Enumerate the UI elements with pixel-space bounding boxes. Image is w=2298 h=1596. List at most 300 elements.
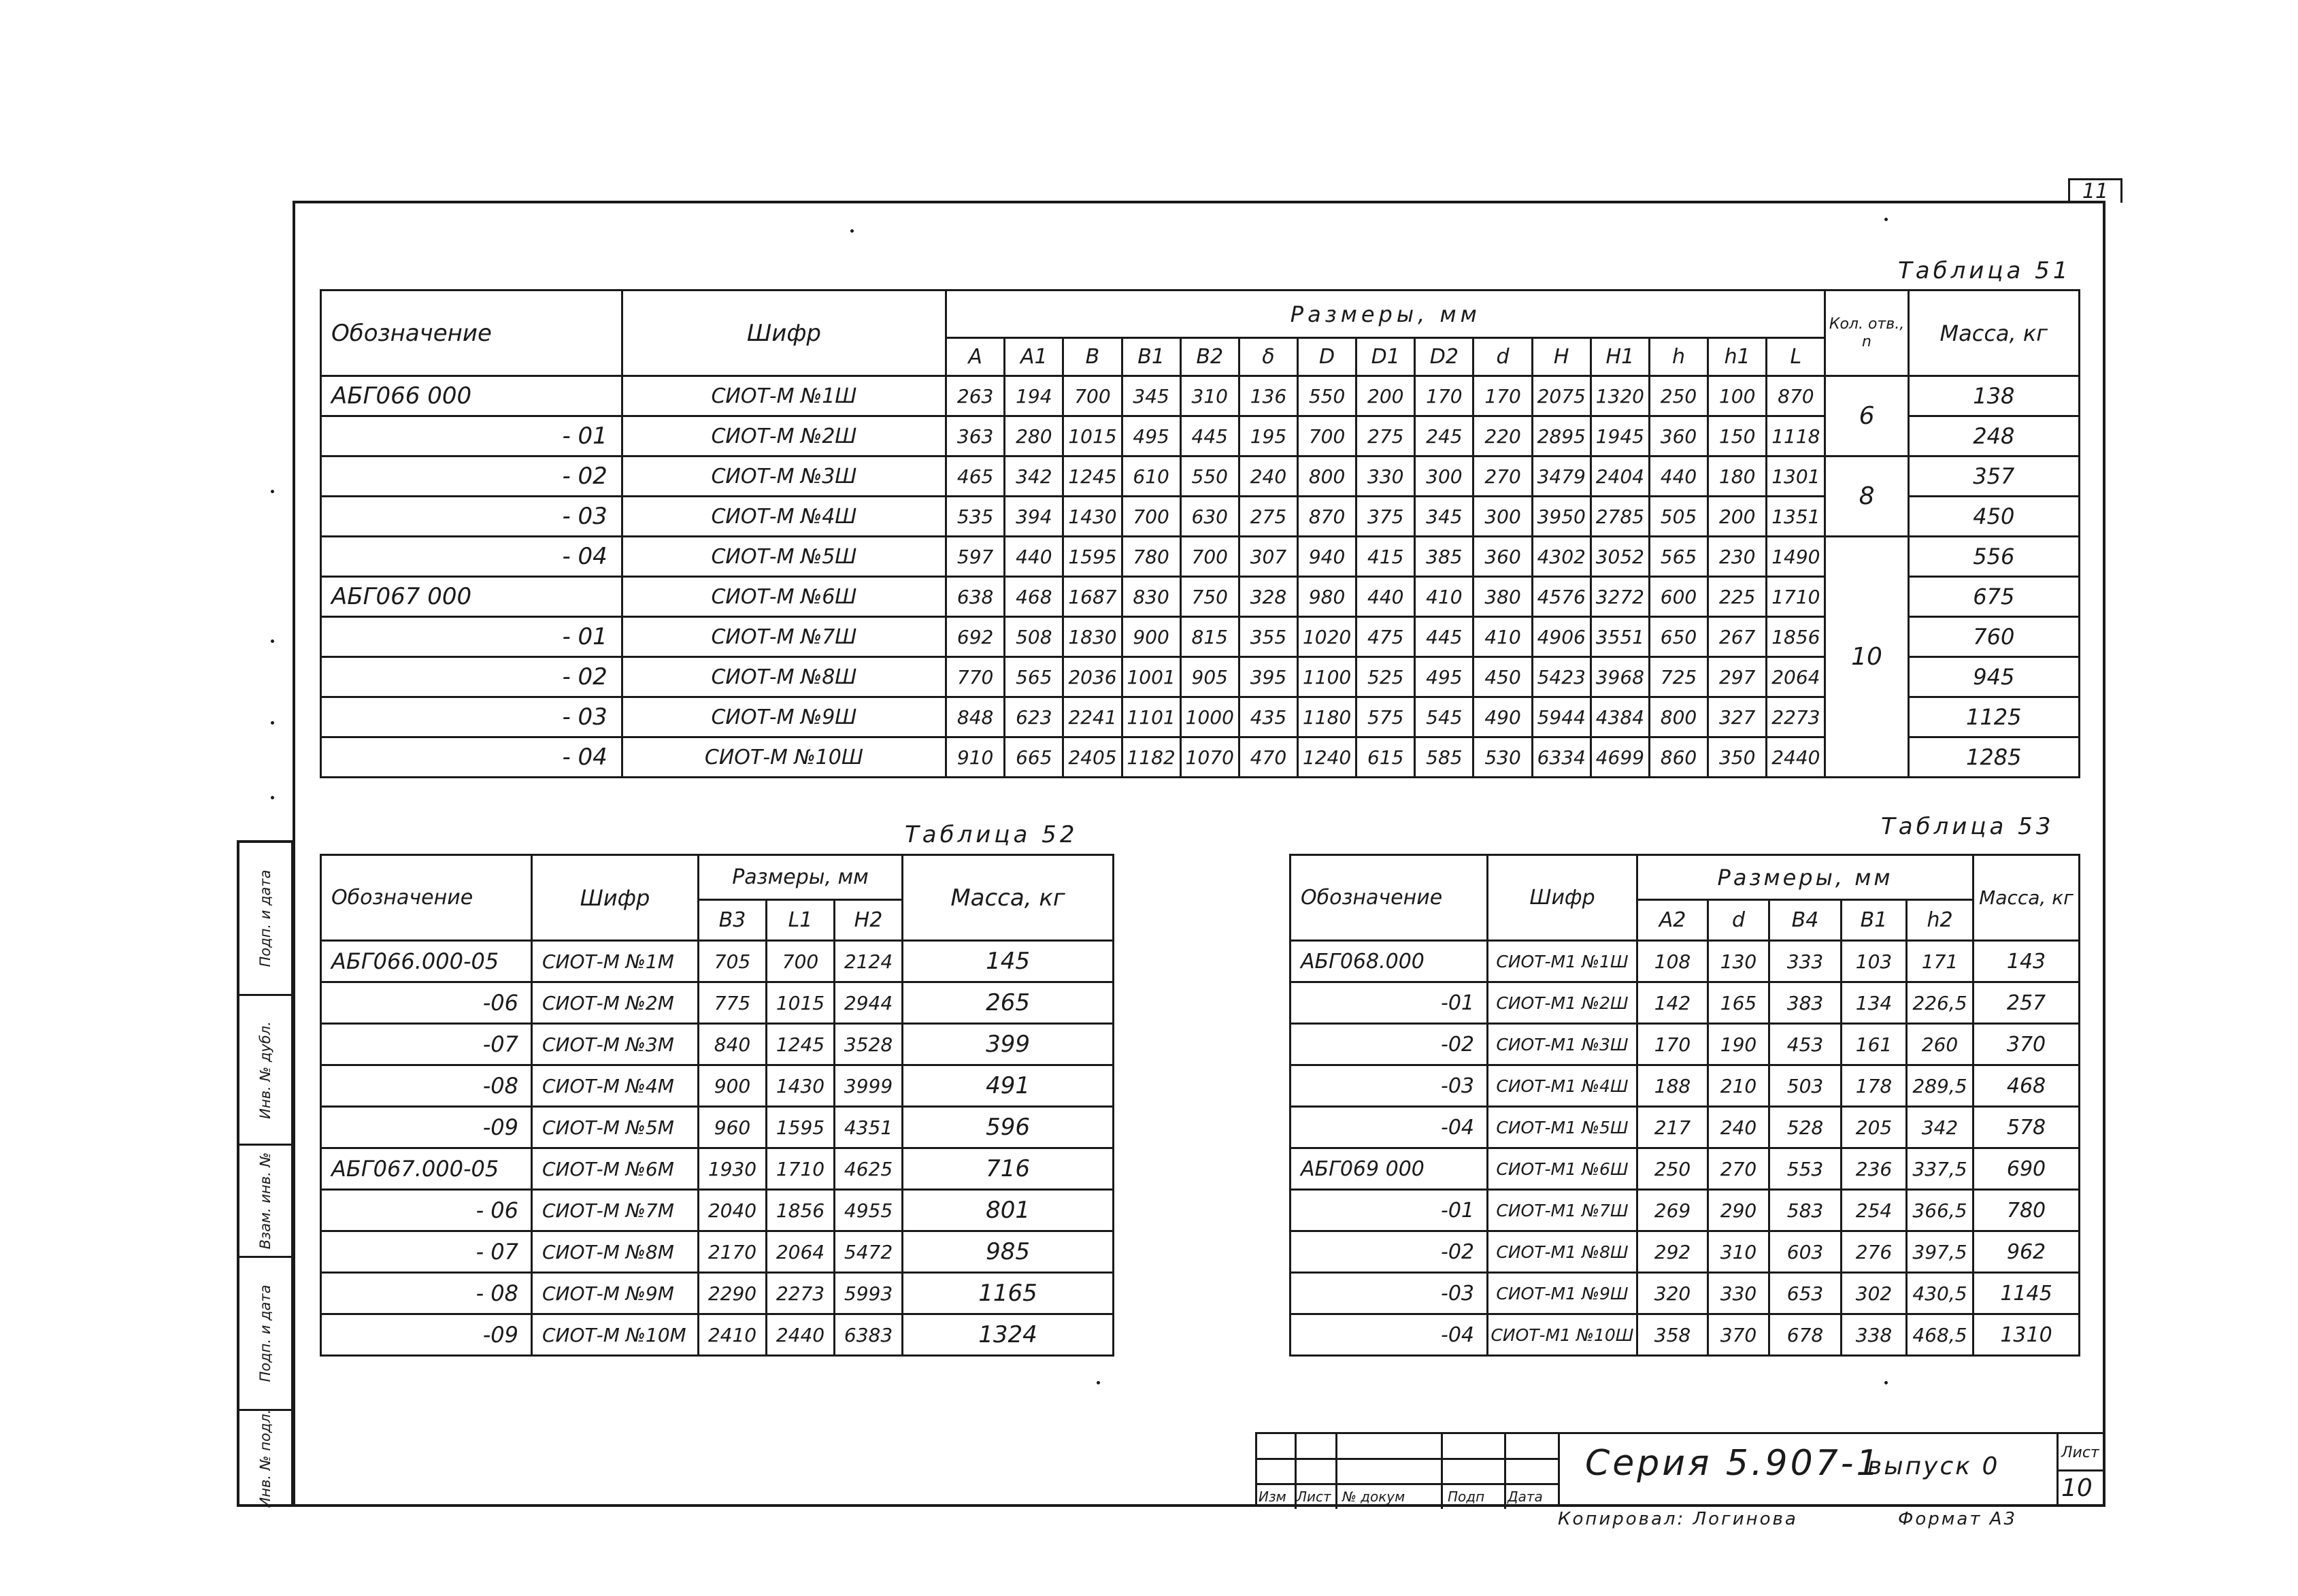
dimension-cell: 350 (1708, 737, 1767, 778)
designation-cell: - 04 (321, 537, 622, 577)
dimension-cell: 1490 (1767, 537, 1825, 577)
dimension-cell: 3272 (1591, 577, 1649, 617)
mass-cell: 690 (1974, 1148, 2080, 1190)
dimension-cell: 4906 (1532, 617, 1591, 657)
dimension-cell: 830 (1122, 577, 1180, 617)
dimension-cell: 200 (1356, 376, 1415, 416)
side-stamp-cell: Подп. и дата (239, 843, 291, 996)
cipher-cell: СИОТ-М №8М (532, 1231, 699, 1273)
cipher-cell: СИОТ-М №9Ш (622, 697, 946, 737)
cipher-cell: СИОТ-М №9М (532, 1273, 699, 1314)
t51-header-designation: Обозначение (321, 290, 622, 376)
dimension-cell: 250 (1649, 376, 1708, 416)
designation-cell: - 02 (321, 657, 622, 697)
mass-cell: 357 (1908, 456, 2079, 497)
dimension-cell: 440 (1649, 456, 1708, 497)
dimension-cell: 940 (1298, 537, 1356, 577)
dimension-cell: 1945 (1591, 416, 1649, 456)
t51-col-header: B1 (1122, 338, 1180, 376)
dimension-cell: 5944 (1532, 697, 1591, 737)
dimension-cell: 495 (1415, 657, 1473, 697)
dimension-cell: 525 (1356, 657, 1415, 697)
mass-cell: 1285 (1908, 737, 2079, 778)
dimension-cell: 310 (1180, 376, 1239, 416)
designation-cell: -08 (321, 1065, 532, 1107)
scan-speck (271, 721, 274, 725)
dimension-cell: 1301 (1767, 456, 1825, 497)
mass-cell: 675 (1908, 577, 2079, 617)
dimension-cell: 345 (1122, 376, 1180, 416)
dimension-cell: 2410 (699, 1314, 767, 1356)
dimension-cell: 900 (1122, 617, 1180, 657)
cipher-cell: СИОТ-М №3Ш (622, 456, 946, 497)
cipher-cell: СИОТ-М №3М (532, 1024, 699, 1065)
dimension-cell: 1101 (1122, 697, 1180, 737)
mass-cell: 145 (903, 941, 1114, 982)
table-row (321, 941, 1114, 982)
dimension-cell: 3968 (1591, 657, 1649, 697)
designation-cell: АБГ069 000 (1290, 1148, 1488, 1190)
dimension-cell: 2440 (767, 1314, 835, 1356)
dimension-cell: 1015 (767, 982, 835, 1024)
dimension-cell: 330 (1356, 456, 1415, 497)
mass-cell: 1145 (1974, 1273, 2080, 1314)
table-row (321, 1107, 1114, 1148)
cipher-cell: СИОТ-М №10Ш (622, 737, 946, 778)
mass-cell: 491 (903, 1065, 1114, 1107)
dimension-cell: 440 (1005, 537, 1063, 577)
designation-cell: - 06 (321, 1190, 532, 1231)
cipher-cell: СИОТ-М1 №4Ш (1488, 1065, 1637, 1107)
cipher-cell: СИОТ-М1 №5Ш (1488, 1107, 1637, 1148)
dimension-cell: 623 (1005, 697, 1063, 737)
t52-header-designation: Обозначение (321, 855, 532, 941)
cipher-cell: СИОТ-М №1Ш (622, 376, 946, 416)
dimension-cell: 475 (1356, 617, 1415, 657)
mass-cell: 1165 (903, 1273, 1114, 1314)
dimension-cell: 170 (1637, 1024, 1708, 1065)
designation-cell: АБГ066 000 (321, 376, 622, 416)
side-stamp-cell: Инв. № дубл. (239, 996, 291, 1146)
col-label: Лист (1297, 1489, 1331, 1505)
t53-col-header: B4 (1769, 900, 1842, 941)
designation-cell: -06 (321, 982, 532, 1024)
cipher-cell: СИОТ-М1 №1Ш (1488, 941, 1637, 982)
dimension-cell: 170 (1415, 376, 1473, 416)
dimension-cell: 217 (1637, 1107, 1708, 1148)
t51-col-header: A1 (1005, 338, 1063, 376)
dimension-cell: 550 (1298, 376, 1356, 416)
table-row (321, 577, 2080, 617)
table-row (321, 537, 2080, 577)
dimension-cell: 450 (1473, 657, 1532, 697)
dimension-cell: 1000 (1180, 697, 1239, 737)
dimension-cell: 395 (1239, 657, 1297, 697)
designation-cell: -09 (321, 1107, 532, 1148)
dimension-cell: 505 (1649, 497, 1708, 537)
dimension-cell: 445 (1415, 617, 1473, 657)
dimension-cell: 495 (1122, 416, 1180, 456)
dimension-cell: 5993 (835, 1273, 903, 1314)
dimension-cell: 2124 (835, 941, 903, 982)
dimension-cell: 503 (1769, 1065, 1842, 1107)
designation-cell: -02 (1290, 1024, 1488, 1065)
cipher-cell: СИОТ-М №6Ш (622, 577, 946, 617)
dimension-cell: 3551 (1591, 617, 1649, 657)
dimension-cell: 848 (946, 697, 1005, 737)
dimension-cell: 3528 (835, 1024, 903, 1065)
dimension-cell: 292 (1637, 1231, 1708, 1273)
t52-col-header: L1 (767, 900, 835, 941)
dimension-cell: 6383 (835, 1314, 903, 1356)
dimension-cell: 171 (1907, 941, 1974, 982)
t51-col-header: H (1532, 338, 1591, 376)
table-51 (320, 289, 2080, 778)
side-stamp-cell: Взам. инв. № (239, 1146, 291, 1258)
dimension-cell: 700 (1063, 376, 1122, 416)
mass-cell: 760 (1908, 617, 2079, 657)
dimension-cell: 583 (1769, 1190, 1842, 1231)
dimension-cell: 260 (1907, 1024, 1974, 1065)
table-row (321, 1148, 1114, 1190)
dimension-cell: 800 (1298, 456, 1356, 497)
mass-cell: 138 (1908, 376, 2079, 416)
dimension-cell: 1595 (1063, 537, 1122, 577)
dimension-cell: 465 (946, 456, 1005, 497)
dimension-cell: 1245 (1063, 456, 1122, 497)
dimension-cell: 1856 (767, 1190, 835, 1231)
dimension-cell: 4302 (1532, 537, 1591, 577)
dimension-cell: 210 (1708, 1065, 1769, 1107)
mass-cell: 468 (1974, 1065, 2080, 1107)
dimension-cell: 1710 (1767, 577, 1825, 617)
cipher-cell: СИОТ-М №4М (532, 1065, 699, 1107)
dimension-cell: 440 (1356, 577, 1415, 617)
dimension-cell: 3999 (835, 1065, 903, 1107)
cipher-cell: СИОТ-М №4Ш (622, 497, 946, 537)
dimension-cell: 692 (946, 617, 1005, 657)
designation-cell: -04 (1290, 1314, 1488, 1356)
t53-header-dims: Размеры, мм (1637, 855, 1974, 900)
dimension-cell: 2273 (1767, 697, 1825, 737)
dimension-cell: 200 (1708, 497, 1767, 537)
mass-cell: 780 (1974, 1190, 2080, 1231)
t51-col-header: h (1649, 338, 1708, 376)
table-row (1290, 1314, 2080, 1356)
holes-cell: 6 (1825, 376, 1908, 456)
t51-col-header: D1 (1356, 338, 1415, 376)
dimension-cell: 650 (1649, 617, 1708, 657)
t51-col-header: B2 (1180, 338, 1239, 376)
scan-speck (1097, 1381, 1100, 1384)
dimension-cell: 1930 (699, 1148, 767, 1190)
t51-col-header: A (946, 338, 1005, 376)
dimension-cell: 358 (1637, 1314, 1708, 1356)
cipher-cell: СИОТ-М №10М (532, 1314, 699, 1356)
dimension-cell: 585 (1415, 737, 1473, 778)
dimension-cell: 678 (1769, 1314, 1842, 1356)
designation-cell: -03 (1290, 1065, 1488, 1107)
dimension-cell: 360 (1649, 416, 1708, 456)
dimension-cell: 1830 (1063, 617, 1122, 657)
sheet-number: 10 (2061, 1474, 2093, 1502)
dimension-cell: 1856 (1767, 617, 1825, 657)
dimension-cell: 750 (1180, 577, 1239, 617)
cipher-cell: СИОТ-М1 №10Ш (1488, 1314, 1637, 1356)
cipher-cell: СИОТ-М №5Ш (622, 537, 946, 577)
mass-cell: 556 (1908, 537, 2079, 577)
dimension-cell: 366,5 (1907, 1190, 1974, 1231)
dimension-cell: 4576 (1532, 577, 1591, 617)
dimension-cell: 705 (699, 941, 767, 982)
dimension-cell: 565 (1005, 657, 1063, 697)
holes-cell: 8 (1825, 456, 1908, 537)
scan-speck (1884, 1381, 1888, 1384)
designation-cell: АБГ067.000-05 (321, 1148, 532, 1190)
dimension-cell: 410 (1473, 617, 1532, 657)
dimension-cell: 2075 (1532, 376, 1591, 416)
dimension-cell: 205 (1842, 1107, 1907, 1148)
dimension-cell: 342 (1907, 1107, 1974, 1148)
table-row (321, 697, 2080, 737)
mass-cell: 985 (903, 1231, 1114, 1273)
dimension-cell: 1430 (767, 1065, 835, 1107)
dimension-cell: 188 (1637, 1065, 1708, 1107)
dimension-cell: 1240 (1298, 737, 1356, 778)
cipher-cell: СИОТ-М №6М (532, 1148, 699, 1190)
dimension-cell: 263 (946, 376, 1005, 416)
cipher-cell: СИОТ-М №2Ш (622, 416, 946, 456)
dimension-cell: 290 (1708, 1190, 1769, 1231)
t51-col-header: D2 (1415, 338, 1473, 376)
dimension-cell: 1430 (1063, 497, 1122, 537)
cipher-cell: СИОТ-М №7М (532, 1190, 699, 1231)
dimension-cell: 370 (1708, 1314, 1769, 1356)
dimension-cell: 100 (1708, 376, 1767, 416)
dimension-cell: 575 (1356, 697, 1415, 737)
mass-cell: 450 (1908, 497, 2079, 537)
designation-cell: АБГ067 000 (321, 577, 622, 617)
designation-cell: -02 (1290, 1231, 1488, 1273)
dimension-cell: 385 (1415, 537, 1473, 577)
dimension-cell: 136 (1239, 376, 1297, 416)
dimension-cell: 190 (1708, 1024, 1769, 1065)
table-row (321, 1024, 1114, 1065)
t51-col-header: B (1063, 338, 1122, 376)
table-52 (320, 854, 1114, 1357)
dimension-cell: 665 (1005, 737, 1063, 778)
designation-cell: - 01 (321, 416, 622, 456)
dimension-cell: 327 (1708, 697, 1767, 737)
dimension-cell: 1710 (767, 1148, 835, 1190)
t51-header-mass: Масса, кг (1908, 290, 2079, 376)
dimension-cell: 394 (1005, 497, 1063, 537)
dimension-cell: 2944 (835, 982, 903, 1024)
dimension-cell: 380 (1473, 577, 1532, 617)
dimension-cell: 310 (1708, 1231, 1769, 1273)
dimension-cell: 270 (1708, 1148, 1769, 1190)
table-row (1290, 1024, 2080, 1065)
dimension-cell: 337,5 (1907, 1148, 1974, 1190)
revision-grid (1255, 1432, 1558, 1507)
sheet-label: Лист (2061, 1444, 2099, 1461)
dimension-cell: 1070 (1180, 737, 1239, 778)
dimension-cell: 910 (946, 737, 1005, 778)
designation-cell: -07 (321, 1024, 532, 1065)
dimension-cell: 5423 (1532, 657, 1591, 697)
dimension-cell: 528 (1769, 1107, 1842, 1148)
dimension-cell: 355 (1239, 617, 1297, 657)
designation-cell: - 08 (321, 1273, 532, 1314)
mass-cell: 1310 (1974, 1314, 2080, 1356)
dimension-cell: 134 (1842, 982, 1907, 1024)
dimension-cell: 345 (1415, 497, 1473, 537)
designation-cell: - 07 (321, 1231, 532, 1273)
dimension-cell: 468,5 (1907, 1314, 1974, 1356)
designation-cell: АБГ066.000-05 (321, 941, 532, 982)
dimension-cell: 289,5 (1907, 1065, 1974, 1107)
dimension-cell: 600 (1649, 577, 1708, 617)
dimension-cell: 700 (1298, 416, 1356, 456)
t53-col-header: h2 (1907, 900, 1974, 941)
dimension-cell: 1245 (767, 1024, 835, 1065)
scan-speck (271, 639, 274, 643)
scan-speck (271, 796, 274, 799)
dimension-cell: 653 (1769, 1273, 1842, 1314)
table-row (321, 657, 2080, 697)
designation-cell: -01 (1290, 982, 1488, 1024)
dimension-cell: 267 (1708, 617, 1767, 657)
dimension-cell: 508 (1005, 617, 1063, 657)
dimension-cell: 297 (1708, 657, 1767, 697)
dimension-cell: 1687 (1063, 577, 1122, 617)
dimension-cell: 108 (1637, 941, 1708, 982)
table-row (1290, 1190, 2080, 1231)
dimension-cell: 165 (1708, 982, 1769, 1024)
dimension-cell: 1180 (1298, 697, 1356, 737)
dimension-cell: 328 (1239, 577, 1297, 617)
dimension-cell: 597 (946, 537, 1005, 577)
dimension-cell: 220 (1473, 416, 1532, 456)
cipher-cell: СИОТ-М №8Ш (622, 657, 946, 697)
table-row (321, 617, 2080, 657)
dimension-cell: 2064 (767, 1231, 835, 1273)
dimension-cell: 468 (1005, 577, 1063, 617)
dimension-cell: 800 (1649, 697, 1708, 737)
dimension-cell: 225 (1708, 577, 1767, 617)
t53-col-header: d (1708, 900, 1769, 941)
dimension-cell: 1001 (1122, 657, 1180, 697)
dimension-cell: 545 (1415, 697, 1473, 737)
dimension-cell: 276 (1842, 1231, 1907, 1273)
dimension-cell: 4625 (835, 1148, 903, 1190)
dimension-cell: 1595 (767, 1107, 835, 1148)
table-53 (1289, 854, 2080, 1357)
dimension-cell: 565 (1649, 537, 1708, 577)
cipher-cell: СИОТ-М1 №9Ш (1488, 1273, 1637, 1314)
t51-header-cipher: Шифр (622, 290, 946, 376)
dimension-cell: 980 (1298, 577, 1356, 617)
dimension-cell: 270 (1473, 456, 1532, 497)
table-row (1290, 941, 2080, 982)
dimension-cell: 360 (1473, 537, 1532, 577)
dimension-cell: 240 (1239, 456, 1297, 497)
dimension-cell: 3052 (1591, 537, 1649, 577)
table-row (321, 982, 1114, 1024)
cipher-cell: СИОТ-М №7Ш (622, 617, 946, 657)
t51-header-holes: Кол. отв., n (1825, 290, 1908, 376)
dimension-cell: 6334 (1532, 737, 1591, 778)
dimension-cell: 307 (1239, 537, 1297, 577)
table-row (321, 1065, 1114, 1107)
dimension-cell: 700 (1122, 497, 1180, 537)
cipher-cell: СИОТ-М1 №8Ш (1488, 1231, 1637, 1273)
dimension-cell: 375 (1356, 497, 1415, 537)
dimension-cell: 775 (699, 982, 767, 1024)
mass-cell: 801 (903, 1190, 1114, 1231)
dimension-cell: 103 (1842, 941, 1907, 982)
mass-cell: 265 (903, 982, 1114, 1024)
dimension-cell: 254 (1842, 1190, 1907, 1231)
dimension-cell: 638 (946, 577, 1005, 617)
dimension-cell: 603 (1769, 1231, 1842, 1273)
cipher-cell: СИОТ-М1 №6Ш (1488, 1148, 1637, 1190)
designation-cell: -01 (1290, 1190, 1488, 1231)
dimension-cell: 553 (1769, 1148, 1842, 1190)
t51-col-header: δ (1239, 338, 1297, 376)
mass-cell: 399 (903, 1024, 1114, 1065)
t51-col-header: d (1473, 338, 1532, 376)
dimension-cell: 240 (1708, 1107, 1769, 1148)
dimension-cell: 780 (1122, 537, 1180, 577)
designation-cell: - 01 (321, 617, 622, 657)
dimension-cell: 2170 (699, 1231, 767, 1273)
dimension-cell: 275 (1239, 497, 1297, 537)
title-block (1255, 1432, 2105, 1507)
side-stamp (237, 840, 294, 1507)
col-label: Дата (1508, 1489, 1543, 1505)
scan-speck (1884, 218, 1888, 221)
dimension-cell: 2064 (1767, 657, 1825, 697)
t53-col-header: A2 (1637, 900, 1708, 941)
mass-cell: 945 (1908, 657, 2079, 697)
dimension-cell: 338 (1842, 1314, 1907, 1356)
dimension-cell: 3950 (1532, 497, 1591, 537)
dimension-cell: 3479 (1532, 456, 1591, 497)
designation-cell: -04 (1290, 1107, 1488, 1148)
cipher-cell: СИОТ-М1 №2Ш (1488, 982, 1637, 1024)
t53-header-cipher: Шифр (1488, 855, 1637, 941)
dimension-cell: 236 (1842, 1148, 1907, 1190)
dimension-cell: 194 (1005, 376, 1063, 416)
mass-cell: 370 (1974, 1024, 2080, 1065)
designation-cell: АБГ068.000 (1290, 941, 1488, 982)
mass-cell: 257 (1974, 982, 2080, 1024)
t52-col-header: B3 (699, 900, 767, 941)
table-row (1290, 1065, 2080, 1107)
cipher-cell: СИОТ-М №2М (532, 982, 699, 1024)
dimension-cell: 170 (1473, 376, 1532, 416)
designation-cell: - 02 (321, 456, 622, 497)
dimension-cell: 470 (1239, 737, 1297, 778)
dimension-cell: 615 (1356, 737, 1415, 778)
dimension-cell: 2440 (1767, 737, 1825, 778)
side-stamp-cell: Инв. № подл. (257, 1409, 273, 1508)
table-row (321, 456, 2080, 497)
dimension-cell: 250 (1637, 1148, 1708, 1190)
dimension-cell: 840 (699, 1024, 767, 1065)
table-row (1290, 1107, 2080, 1148)
